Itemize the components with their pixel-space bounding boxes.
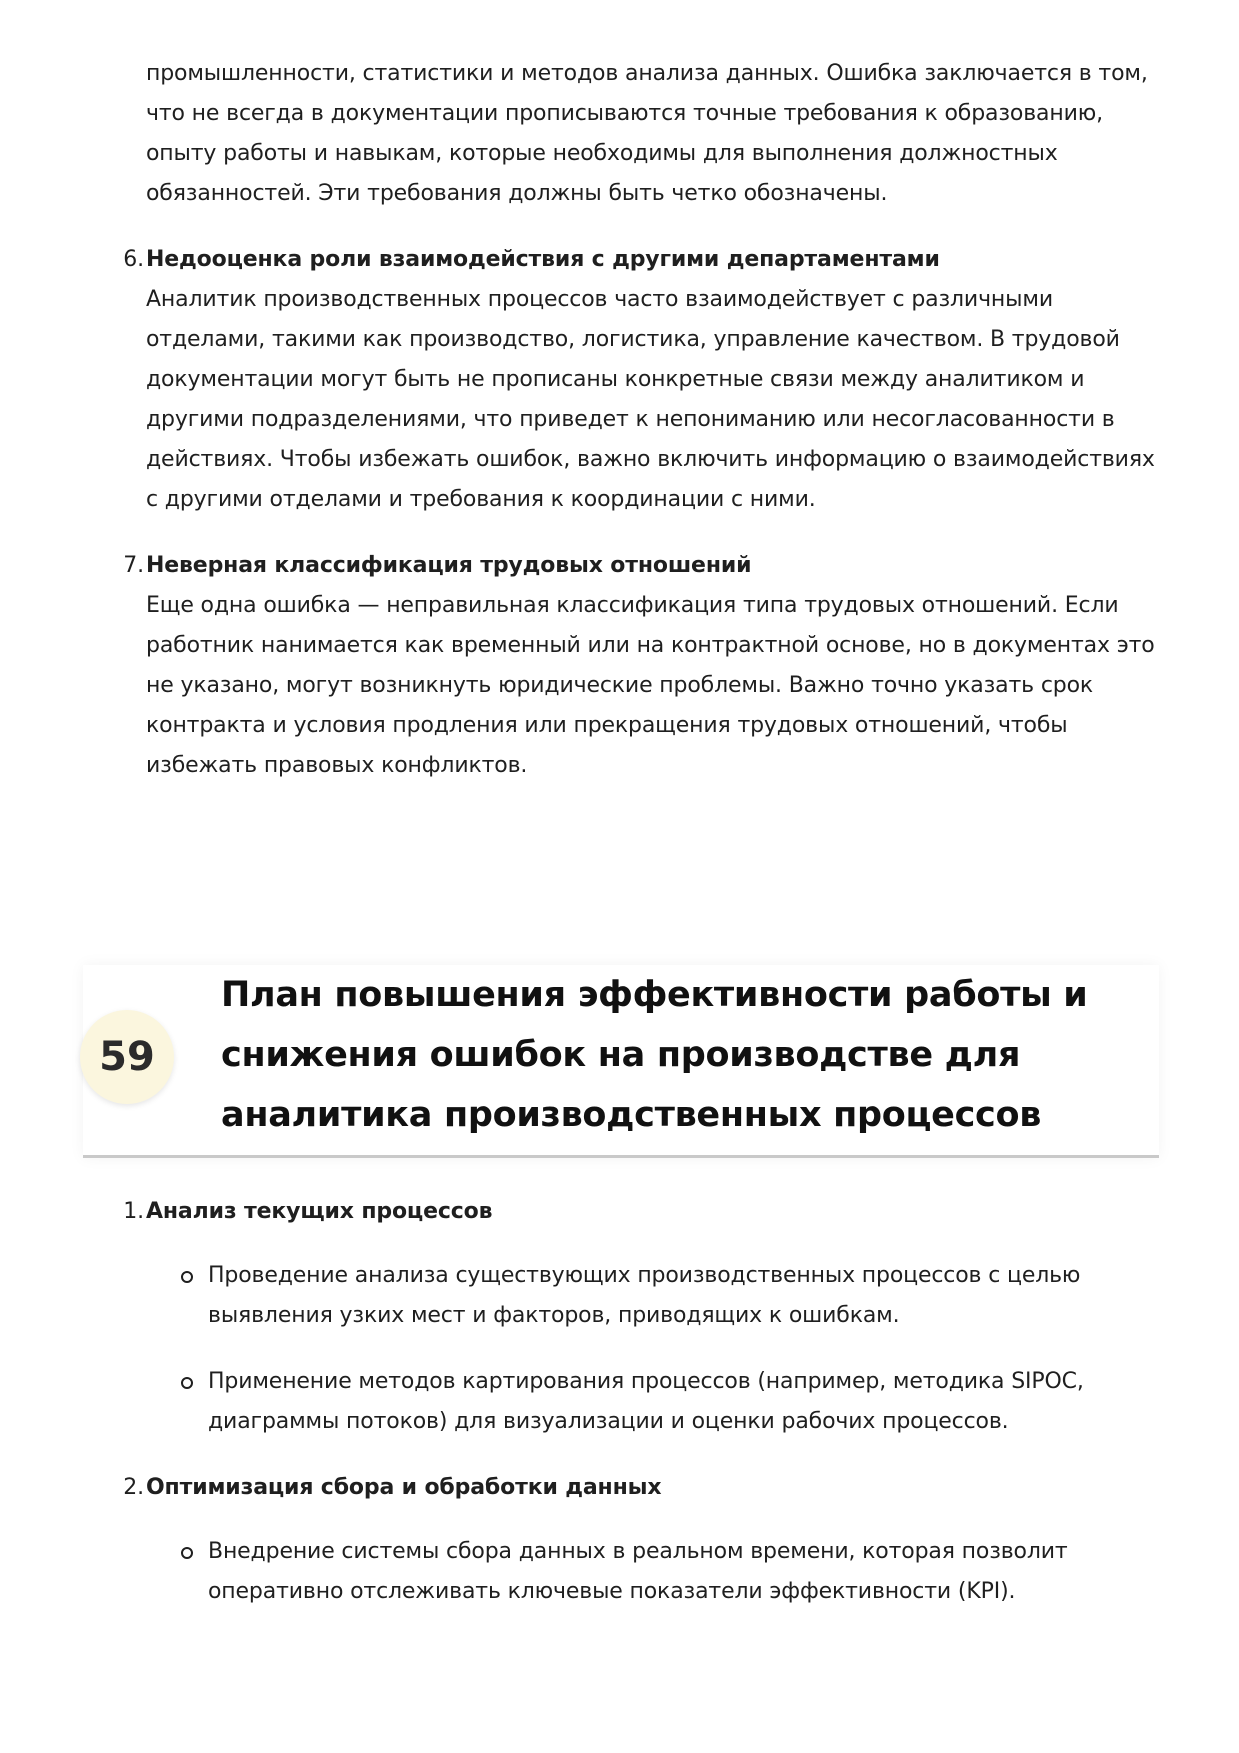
list-item-title: Анализ текущих процессов [146, 1199, 493, 1224]
continuation-paragraph: промышленности, статистики и методов анализа данных. Ошибка заключается в том, что не всегда в документации прописываются точные требования к образованию, опыту работы и навыкам, которые необходимы для выполнения должностных обязанностей. Эти требования должны быть четко обозначены. [146, 61, 1148, 206]
list-item-title: Неверная классификация трудовых отношений [146, 553, 752, 578]
list-item-body: Аналитик производственных процессов часто взаимодействует с различными отделами, такими как производство, логистика, управление качеством. В трудовой документации могут быть не прописаны конкретные связи между аналитиком и другими подразделениями, что приведет к непониманию или несогласованности в действиях. Чтобы избежать ошибок, важно включить информацию о взаимодействиях с другими отделами и требования к координации с ними. [146, 287, 1155, 512]
bullet-item [208, 1532, 1108, 1612]
list-number: 2. [123, 1475, 144, 1500]
section-title: План повышения эффективности работы и снижения ошибок на производстве для аналитика производственных процессов [221, 975, 1088, 1135]
bullet-item [208, 1362, 1108, 1442]
plan-item-2 [123, 1468, 1166, 1508]
list-item-6 [123, 240, 1166, 520]
section-number-badge: 59 [80, 1010, 174, 1104]
list-number: 6. [123, 247, 144, 272]
bullet-circle-icon [181, 1377, 193, 1389]
list-number: 7. [123, 553, 144, 578]
list-number: 1. [123, 1199, 144, 1224]
bullet-circle-icon [181, 1547, 193, 1559]
list-item-title: Оптимизация сбора и обработки данных [146, 1475, 662, 1500]
bullet-text: Проведение анализа существующих производственных процессов с целью выявления узких мест и факторов, приводящих к ошибкам. [208, 1263, 1081, 1328]
list-item-7 [123, 546, 1166, 786]
list-item-body: Еще одна ошибка — неправильная классификация типа трудовых отношений. Если работник нанимается как временный или на контрактной основе, но в документах это не указано, могут возникнуть юридические проблемы. Важно точно указать срок контракта и условия продления или прекращения трудовых отношений, чтобы избежать правовых конфликтов. [146, 593, 1155, 778]
bullet-text: Применение методов картирования процессов (например, методика SIPOC, диаграммы потоков) для визуализации и оценки рабочих процессов. [208, 1369, 1084, 1434]
plan-item-1 [123, 1192, 1166, 1232]
list-item-title: Недооценка роли взаимодействия с другими департаментами [146, 247, 940, 272]
bullet-circle-icon [181, 1271, 193, 1283]
bullet-item [208, 1256, 1108, 1336]
bullet-text: Внедрение системы сбора данных в реальном времени, которая позволит оперативно отслеживать ключевые показатели эффективности (KPI). [208, 1539, 1068, 1604]
